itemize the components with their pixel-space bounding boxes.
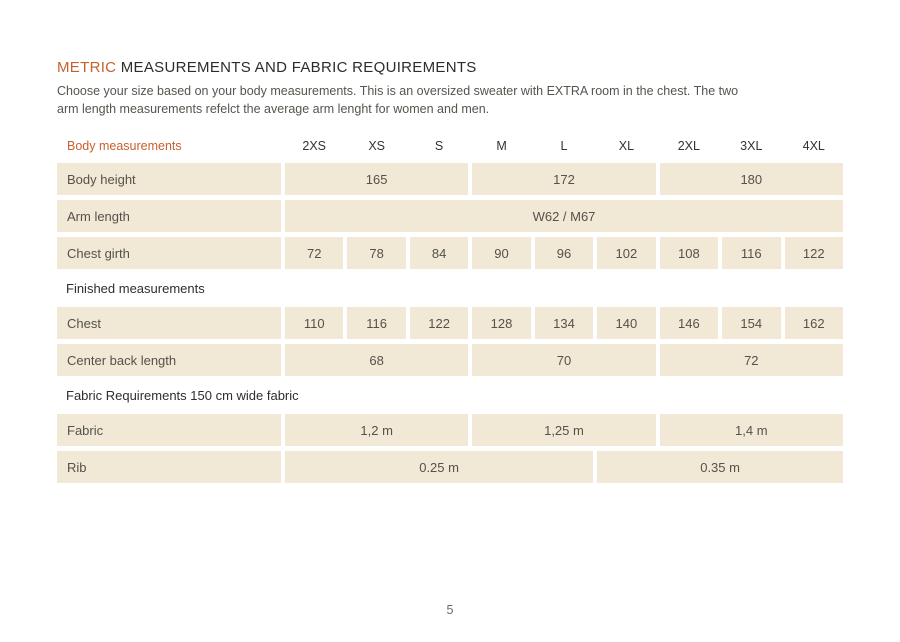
measurement-cell: 146 bbox=[660, 307, 718, 339]
size-header-m: M bbox=[496, 139, 507, 153]
measurement-cell: 78 bbox=[347, 237, 405, 269]
measurement-cell: 180 bbox=[660, 163, 843, 195]
table-row-rib bbox=[57, 451, 843, 483]
measurement-cell: 122 bbox=[785, 237, 844, 269]
table-row-chest-girth bbox=[57, 237, 843, 269]
measurements-table bbox=[53, 129, 847, 488]
size-header-l: L bbox=[560, 139, 568, 153]
size-header-3xl: 3XL bbox=[740, 139, 763, 153]
measurement-cell: 165 bbox=[285, 163, 468, 195]
measurement-cell: 90 bbox=[472, 237, 530, 269]
intro-paragraph bbox=[53, 83, 900, 118]
measurement-cell: 72 bbox=[660, 344, 843, 376]
page-number: 5 bbox=[446, 603, 454, 617]
measurement-cell: 102 bbox=[597, 237, 655, 269]
size-header-s: S bbox=[434, 139, 444, 153]
measurement-cell: 68 bbox=[285, 344, 468, 376]
size-header-xl: XL bbox=[618, 139, 635, 153]
measurement-cell: 134 bbox=[535, 307, 593, 339]
row-label: Body height bbox=[57, 163, 281, 195]
table-row-center-back-length bbox=[57, 344, 843, 376]
section-row-fabric bbox=[57, 381, 843, 409]
body-measurements-heading: Body measurements bbox=[67, 139, 182, 153]
row-label: Center back length bbox=[57, 344, 281, 376]
row-label: Rib bbox=[57, 451, 281, 483]
measurement-cell: 110 bbox=[285, 307, 343, 339]
measurement-cell: 154 bbox=[722, 307, 780, 339]
measurement-cell: 122 bbox=[410, 307, 468, 339]
measurement-cell: 1,2 m bbox=[285, 414, 468, 446]
measurement-cell: 108 bbox=[660, 237, 718, 269]
measurement-cell: 140 bbox=[597, 307, 655, 339]
measurement-cell: 70 bbox=[472, 344, 655, 376]
page-title-rest: MEASUREMENTS AND FABRIC REQUIREMENTS bbox=[120, 59, 477, 76]
section-heading-finished: Finished measurements bbox=[57, 274, 843, 302]
row-label: Chest girth bbox=[57, 237, 281, 269]
table-row-chest bbox=[57, 307, 843, 339]
size-header-xs: XS bbox=[368, 139, 385, 153]
measurement-cell: 128 bbox=[472, 307, 530, 339]
measurement-cell: 84 bbox=[410, 237, 468, 269]
page-title bbox=[53, 58, 900, 77]
table-row-body-height bbox=[57, 163, 843, 195]
intro-line-2: arm length measurements refelct the average arm lenght for women and men. bbox=[57, 101, 490, 116]
measurement-cell: 96 bbox=[535, 237, 593, 269]
row-label: Fabric bbox=[57, 414, 281, 446]
measurement-cell: 162 bbox=[785, 307, 844, 339]
row-label: Arm length bbox=[57, 200, 281, 232]
size-header-2xs: 2XS bbox=[302, 139, 327, 153]
measurement-cell: 116 bbox=[722, 237, 780, 269]
measurement-cell: 1,25 m bbox=[472, 414, 655, 446]
section-heading-fabric: Fabric Requirements 150 cm wide fabric bbox=[57, 381, 843, 409]
measurement-cell: 0.25 m bbox=[285, 451, 593, 483]
size-header-2xl: 2XL bbox=[677, 139, 700, 153]
measurement-cell: 72 bbox=[285, 237, 343, 269]
intro-line-1: Choose your size based on your body measurements. This is an oversized sweater with EXTRA room in the chest. The two bbox=[57, 84, 739, 98]
size-header-row bbox=[57, 134, 843, 158]
size-header-4xl: 4XL bbox=[802, 139, 825, 153]
table-row-arm-length bbox=[57, 200, 843, 232]
measurement-cell: 0.35 m bbox=[597, 451, 843, 483]
section-row-finished bbox=[57, 274, 843, 302]
measurement-cell: 172 bbox=[472, 163, 655, 195]
measurement-cell: 116 bbox=[347, 307, 405, 339]
page-title-accent: METRIC bbox=[57, 59, 117, 76]
measurement-cell: W62 / M67 bbox=[285, 200, 843, 232]
row-label: Chest bbox=[57, 307, 281, 339]
table-row-fabric bbox=[57, 414, 843, 446]
measurement-cell: 1,4 m bbox=[660, 414, 843, 446]
